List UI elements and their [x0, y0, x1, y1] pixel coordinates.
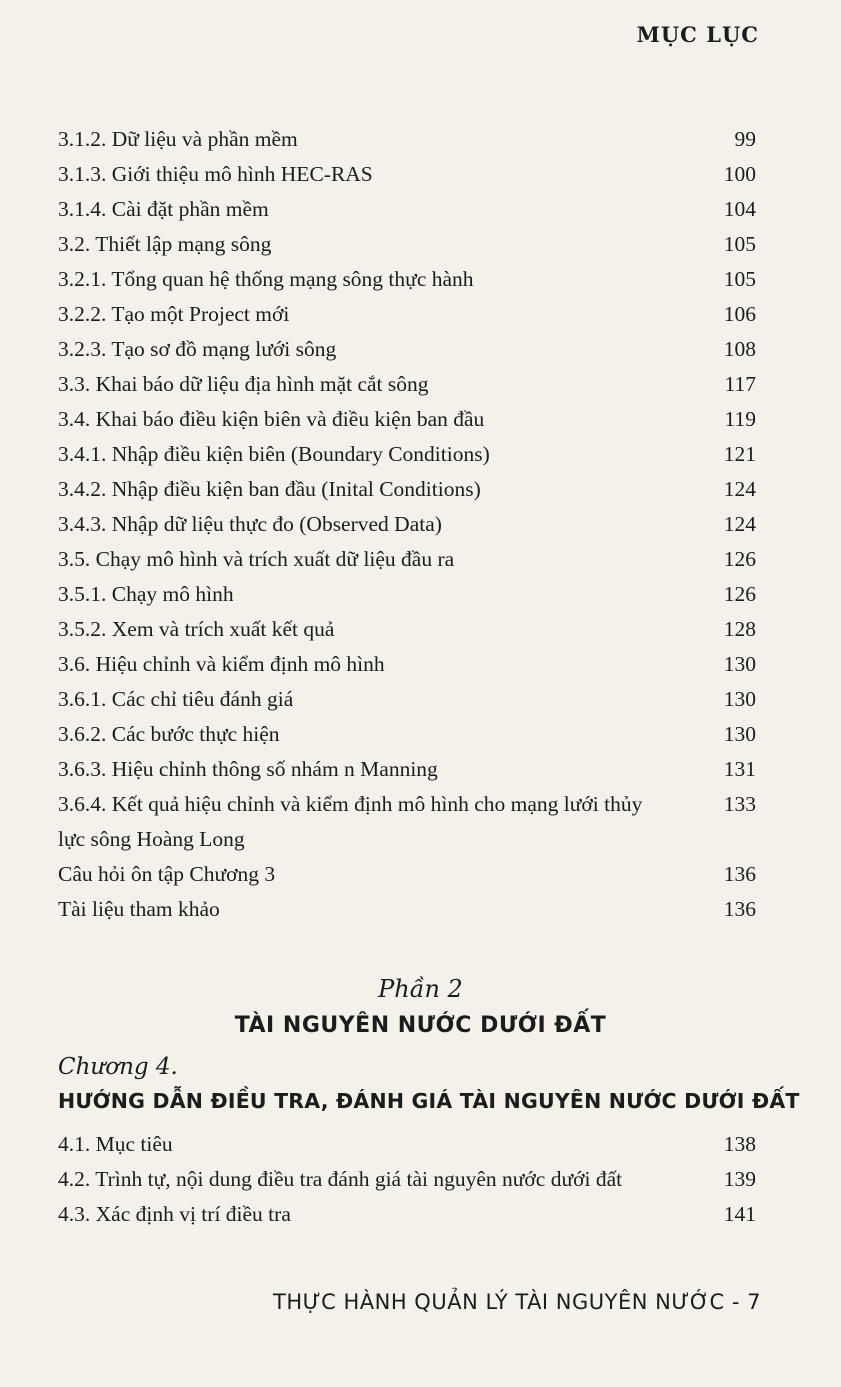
toc-entry-page: 121: [723, 442, 756, 466]
toc-entry-page: 133: [723, 792, 756, 816]
toc-entry-title: 3.2.1. Tổng quan hệ thống mạng sông thực hành: [58, 267, 474, 291]
toc-entry-title: 3.4.2. Nhập điều kiện ban đầu (Inital Conditions): [58, 477, 481, 501]
table-of-contents: [58, 122, 756, 927]
toc-entry-title: 3.5.2. Xem và trích xuất kết quả: [58, 617, 335, 641]
toc-entry[interactable]: [58, 437, 756, 472]
toc-entry[interactable]: [58, 682, 756, 717]
toc-entry-page: 136: [723, 897, 756, 921]
toc-entry-page: 131: [723, 757, 756, 781]
toc-entry[interactable]: [58, 367, 756, 402]
toc-entry-title: 3.2. Thiết lập mạng sông: [58, 232, 272, 256]
chapter-title: HƯỚNG DẪN ĐIỀU TRA, ĐÁNH GIÁ TÀI NGUYÊN NƯỚC DƯỚI ĐẤT: [58, 1089, 800, 1113]
toc-entry[interactable]: [58, 787, 756, 857]
toc-entry-page: 99: [734, 127, 756, 151]
toc-entry-title: 3.6.3. Hiệu chỉnh thông số nhám n Manning: [58, 757, 438, 781]
chapter-contents: [58, 1127, 756, 1232]
toc-entry-title: 3.6.2. Các bước thực hiện: [58, 722, 280, 746]
toc-entry[interactable]: [58, 1127, 756, 1162]
toc-entry[interactable]: [58, 192, 756, 227]
toc-entry-title: 3.6. Hiệu chỉnh và kiểm định mô hình: [58, 652, 385, 676]
toc-entry[interactable]: [58, 857, 756, 892]
part-title: TÀI NGUYÊN NƯỚC DƯỚI ĐẤT: [234, 1013, 607, 1038]
toc-entry-page: 104: [723, 197, 756, 221]
toc-entry-page: 126: [723, 582, 756, 606]
toc-entry-page: 106: [723, 302, 756, 326]
toc-entry-title: 3.1.2. Dữ liệu và phần mềm: [58, 127, 298, 151]
toc-entry-title: 3.2.3. Tạo sơ đồ mạng lưới sông: [58, 337, 337, 361]
toc-entry[interactable]: [58, 507, 756, 542]
page-footer: THỰC HÀNH QUẢN LÝ TÀI NGUYÊN NƯỚC - 7: [273, 1290, 761, 1314]
toc-entry-title: 3.4. Khai báo điều kiện biên và điều kiện ban đầu: [58, 407, 485, 431]
toc-entry[interactable]: [58, 472, 756, 507]
toc-entry-page: 117: [724, 372, 756, 396]
toc-entry[interactable]: [58, 402, 756, 437]
toc-entry-page: 130: [723, 687, 756, 711]
toc-entry-page: 136: [723, 862, 756, 886]
toc-entry[interactable]: [58, 577, 756, 612]
toc-entry-title: 3.3. Khai báo dữ liệu địa hình mặt cắt sông: [58, 372, 429, 396]
toc-entry-page: 128: [723, 617, 756, 641]
toc-entry-title: 3.6.1. Các chỉ tiêu đánh giá: [58, 687, 294, 711]
toc-entry-title: 3.4.3. Nhập dữ liệu thực đo (Observed Data): [58, 512, 442, 536]
toc-entry-title: 3.5. Chạy mô hình và trích xuất dữ liệu đầu ra: [58, 547, 455, 571]
toc-entry-page: 108: [723, 337, 756, 361]
toc-entry-title: Tài liệu tham khảo: [58, 897, 220, 921]
toc-entry-title: 4.3. Xác định vị trí điều tra: [58, 1202, 291, 1226]
toc-entry[interactable]: [58, 227, 756, 262]
toc-entry-page: 124: [723, 477, 756, 501]
toc-entry-page: 126: [723, 547, 756, 571]
running-head: MỤC LỤC: [636, 22, 759, 47]
toc-entry-page: 130: [723, 652, 756, 676]
toc-entry-title: Câu hỏi ôn tập Chương 3: [58, 862, 276, 886]
toc-entry[interactable]: [58, 262, 756, 297]
toc-entry-page: 124: [723, 512, 756, 536]
part-label: Phần 2: [378, 975, 463, 1003]
toc-entry[interactable]: [58, 122, 756, 157]
toc-entry-page: 105: [723, 267, 756, 291]
toc-entry[interactable]: [58, 332, 756, 367]
chapter-label: Chương 4.: [58, 1054, 178, 1080]
toc-entry[interactable]: [58, 157, 756, 192]
toc-entry-page: 119: [724, 407, 756, 431]
toc-entry[interactable]: [58, 1197, 756, 1232]
toc-entry-title: 4.1. Mục tiêu: [58, 1132, 173, 1156]
toc-entry-page: 100: [723, 162, 756, 186]
toc-entry-title: 3.1.3. Giới thiệu mô hình HEC-RAS: [58, 162, 373, 186]
toc-entry-page: 130: [723, 722, 756, 746]
toc-entry-title: 3.5.1. Chạy mô hình: [58, 582, 234, 606]
toc-entry-page: 141: [723, 1202, 756, 1226]
toc-entry-page: 138: [723, 1132, 756, 1156]
toc-entry[interactable]: [58, 1162, 756, 1197]
toc-entry-title: 3.1.4. Cài đặt phần mềm: [58, 197, 269, 221]
toc-entry[interactable]: [58, 647, 756, 682]
toc-entry[interactable]: [58, 892, 756, 927]
toc-entry[interactable]: [58, 752, 756, 787]
toc-entry-title: 4.2. Trình tự, nội dung điều tra đánh giá tài nguyên nước dưới đất: [58, 1167, 623, 1191]
toc-entry-title: 3.2.2. Tạo một Project mới: [58, 302, 290, 326]
toc-entry[interactable]: [58, 612, 756, 647]
toc-entry[interactable]: [58, 542, 756, 577]
toc-entry-title: 3.4.1. Nhập điều kiện biên (Boundary Conditions): [58, 442, 490, 466]
toc-entry-title: 3.6.4. Kết quả hiệu chỉnh và kiểm định mô hình cho mạng lưới thủy lực sông Hoàng Long: [58, 792, 643, 851]
toc-entry-page: 105: [723, 232, 756, 256]
toc-entry-page: 139: [723, 1167, 756, 1191]
toc-entry[interactable]: [58, 717, 756, 752]
toc-entry[interactable]: [58, 297, 756, 332]
